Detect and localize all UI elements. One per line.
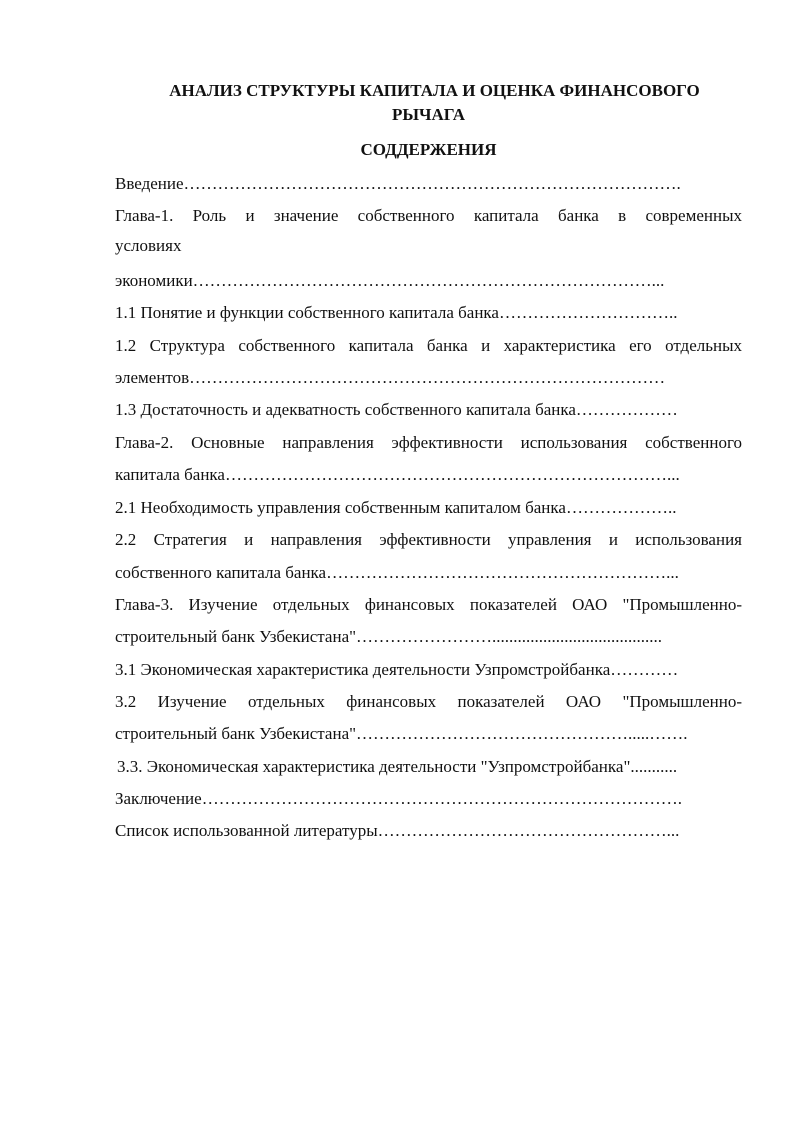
toc-entry-chapter-1-cont2: экономики………………………………………………………………………... bbox=[115, 271, 665, 290]
toc-entry-chapter-1-cont: условиях bbox=[115, 236, 182, 255]
toc-entry-1-3: 1.3 Достаточность и адекватность собственного капитала банка……………… bbox=[115, 400, 678, 419]
toc-entry-chapter-2-cont: капитала банка……………………………………………………………………... bbox=[115, 465, 680, 484]
toc-entry-2-2-cont: собственного капитала банка……………………………………………………... bbox=[115, 563, 679, 582]
toc-entry-1-1: 1.1 Понятие и функции собственного капитала банка………………………….. bbox=[115, 303, 678, 322]
document-title-line-1: АНАЛИЗ СТРУКТУРЫ КАПИТАЛА И ОЦЕНКА ФИНАНСОВОГО bbox=[169, 81, 700, 100]
toc-entry-3-1: 3.1 Экономическая характеристика деятельности Узпромстройбанка………… bbox=[115, 660, 679, 679]
toc-entry-2-1: 2.1 Необходимость управления собственным капиталом банка……………….. bbox=[115, 498, 677, 517]
toc-entry-chapter-1: Глава-1. Роль и значение собственного капитала банка в современных bbox=[115, 206, 742, 225]
toc-entry-references: Список использованной литературы……………………………………………... bbox=[115, 821, 680, 840]
toc-entry-2-2: 2.2 Стратегия и направления эффективности управления и использования bbox=[115, 530, 742, 549]
toc-entry-conclusion: Заключение…………………………………………………………………………. bbox=[115, 789, 682, 808]
contents-heading: СОДДЕРЖЕНИЯ bbox=[360, 140, 497, 159]
toc-entry-3-2: 3.2 Изучение отдельных финансовых показателей ОАО "Промышленно- bbox=[115, 692, 742, 711]
toc-entry-1-2: 1.2 Структура собственного капитала банка и характеристика его отдельных bbox=[115, 336, 742, 355]
toc-entry-chapter-3: Глава-3. Изучение отдельных финансовых показателей ОАО "Промышленно- bbox=[115, 595, 742, 614]
document-title-line-2: РЫЧАГА bbox=[391, 105, 466, 124]
toc-entry-1-2-cont: элементов………………………………………………………………………… bbox=[115, 368, 666, 387]
toc-entry-chapter-2: Глава-2. Основные направления эффективности использования собственного bbox=[115, 433, 742, 452]
toc-entry-3-2-cont: строительный банк Узбекистана"………………………………………….....……. bbox=[115, 724, 688, 743]
toc-entry-introduction: Введение……………………………………………………………………………. bbox=[115, 174, 681, 193]
toc-entry-3-3: 3.3. Экономическая характеристика деятельности "Узпромстройбанка"........... bbox=[117, 757, 678, 776]
toc-entry-chapter-3-cont: строительный банк Узбекистана"……………………........................................ bbox=[115, 627, 663, 646]
